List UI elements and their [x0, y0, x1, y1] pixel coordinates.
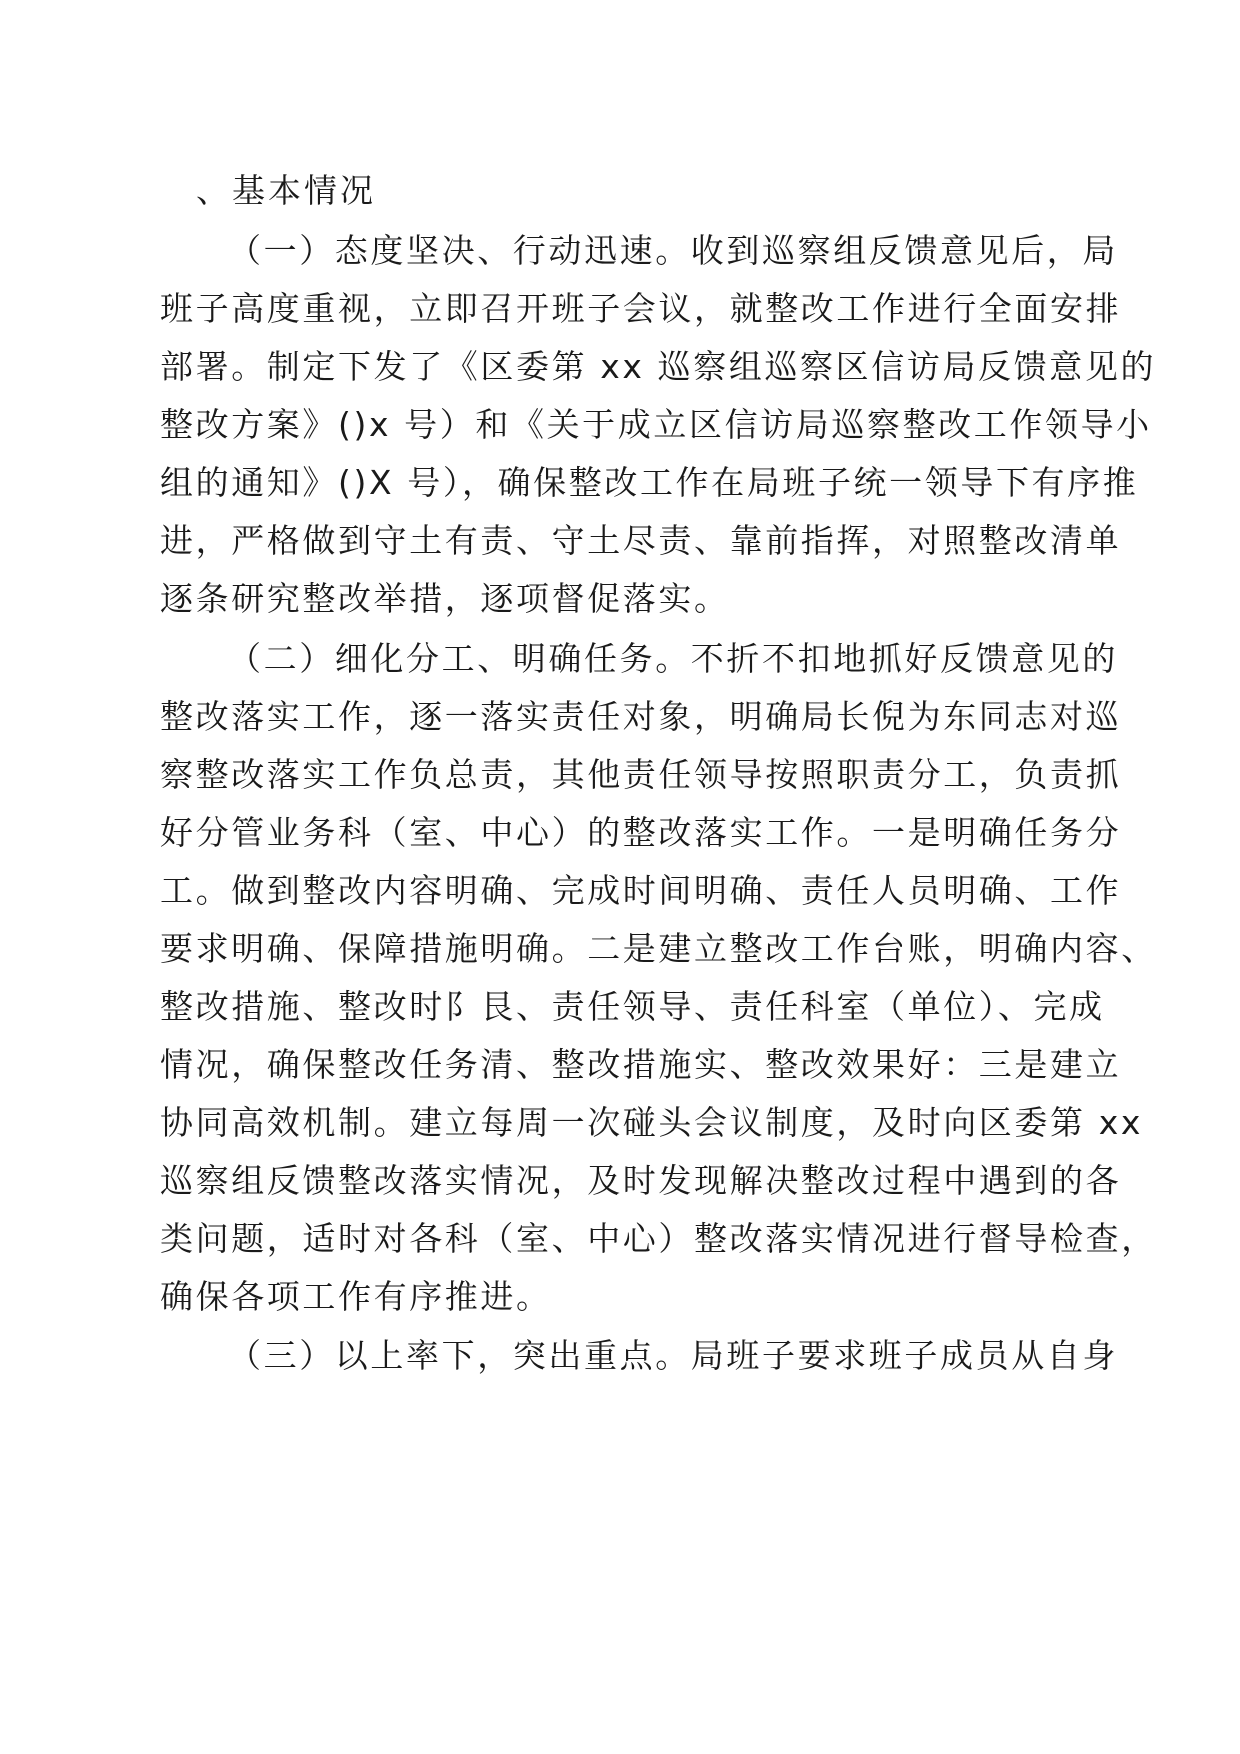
- paragraph-1-line-7: 逐条研究整改举措，逐项督促落实。: [160, 579, 730, 618]
- paragraph-2-line-2: 整改落实工作，逐一落实责任对象，明确局长倪为东同志对巡: [160, 697, 1122, 736]
- paragraph-2-line-6: 要求明确、保障措施明确。二是建立整改工作台账，明确内容、: [160, 929, 1157, 968]
- paragraph-2-line-12: 确保各项工作有序推进。: [160, 1277, 552, 1316]
- paragraph-2-line-11: 类问题，适时对各科（室、中心）整改落实情况进行督导检查，: [160, 1219, 1157, 1258]
- paragraph-2-line-4: 好分管业务科（室、中心）的整改落实工作。一是明确任务分: [160, 813, 1122, 852]
- paragraph-2-line-9: 协同高效机制。建立每周一次碰头会议制度，及时向区委第 xx: [160, 1103, 1143, 1142]
- paragraph-2-line-10: 巡察组反馈整改落实情况，及时发现解决整改过程中遇到的各: [160, 1161, 1122, 1200]
- paragraph-1-line-3: 部署。制定下发了《区委第 xx 巡察组巡察区信访局反馈意见的: [160, 347, 1157, 386]
- paragraph-2-line-1: （二）细化分工、明确任务。不折不扣地抓好反馈意见的: [228, 639, 1118, 678]
- paragraph-2-line-5: 工。做到整改内容明确、完成时间明确、责任人员明确、工作: [160, 871, 1122, 910]
- section-heading: 、基本情况: [196, 171, 376, 210]
- paragraph-1-line-5: 组的通知》()X 号），确保整改工作在局班子统一领导下有序推: [160, 463, 1139, 502]
- paragraph-2-line-7: 整改措施、整改时阝艮、责任领导、责任科室（单位）、完成: [160, 987, 1105, 1026]
- paragraph-2-line-8: 情况，确保整改任务清、整改措施实、整改效果好：三是建立: [160, 1045, 1122, 1084]
- paragraph-2-line-3: 察整改落实工作负总责，其他责任领导按照职责分工，负责抓: [160, 755, 1122, 794]
- paragraph-3-line-1: （三）以上率下，突出重点。局班子要求班子成员从自身: [228, 1336, 1118, 1375]
- paragraph-1-line-6: 进，严格做到守土有责、守土尽责、靠前指挥，对照整改清单: [160, 521, 1122, 560]
- paragraph-1-line-1: （一）态度坚决、行动迅速。收到巡察组反馈意见后，局: [228, 231, 1118, 270]
- paragraph-1-line-4: 整改方案》()x 号）和《关于成立区信访局巡察整改工作领导小: [160, 405, 1152, 444]
- paragraph-1-line-2: 班子高度重视，立即召开班子会议，就整改工作进行全面安排: [160, 289, 1122, 328]
